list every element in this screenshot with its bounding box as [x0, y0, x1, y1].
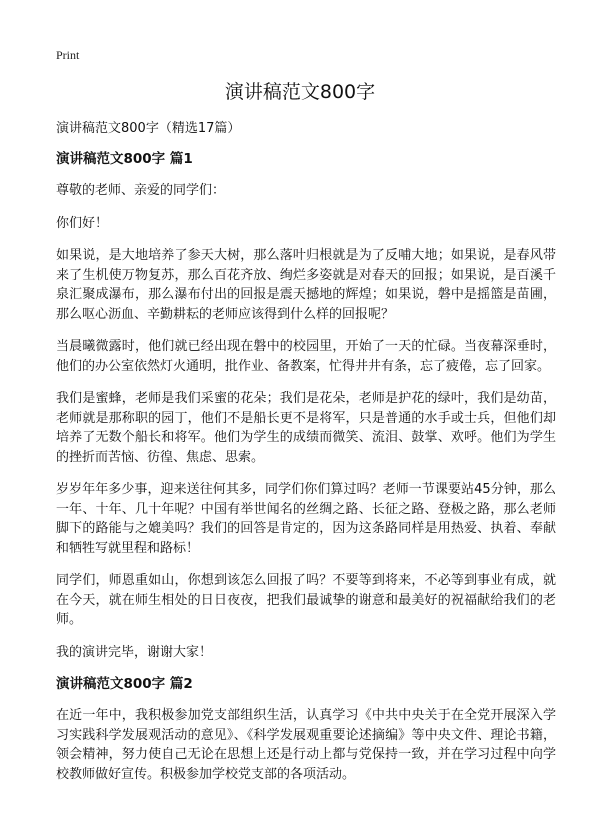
print-label: Print	[56, 48, 80, 62]
section-2	[56, 675, 556, 784]
body-paragraph: 在近一年中，我积极参加党支部组织生活，认真学习《中共中央关于在全党开展深入学习实践科学发展观活动的意见》、《科学发展观重要论述摘编》等中央文件、理论书籍，领会精神，努力使自己无论在思想上还是行动上都与党保持一致，并在学习过程中向学校教师做好宣传。积极参加学校党支部的各项活动。	[56, 708, 556, 782]
section-1	[56, 150, 556, 662]
body-paragraph: 如果说，是大地培养了参天大树，那么落叶归根就是为了反哺大地；如果说，是春风带来了生机使万物复苏，那么百花齐放、绚烂多姿就是对春天的回报；如果说，是百溪千泉汇聚成瀑布，那么瀑布付出的回报是震天撼地的辉煌；如果说，磐中是摇篮是苗圃，那么呕心沥血、辛勤耕耘的老师应该得到什么样的回报呢？	[56, 248, 556, 322]
closing-paragraph: 我的演讲完毕，谢谢大家！	[56, 644, 213, 660]
body-paragraph: 岁岁年年多少事，迎来送往何其多，同学们你们算过吗？老师一节课要站45分钟，那么一年、十年、几十年呢？中国有举世闻名的丝绸之路、长征之路、登极之路，那么老师脚下的路能与之媲美吗？我们的回答是肯定的，因为这条路同样是用热爱、执着、奉献和牺牲写就里程和路标！	[56, 482, 556, 556]
page-title: 演讲稿范文800字	[224, 81, 376, 103]
section-heading: 演讲稿范文800字 篇1	[56, 151, 193, 167]
body-paragraph: 我们是蜜蜂，老师是我们采蜜的花朵；我们是花朵，老师是护花的绿叶，我们是幼苗，老师就是那称职的园丁，他们不是船长更不是将军，只是普通的水手或士兵，但他们却培养了无数个船长和将军。他们为学生的成绩而微笑、流泪、鼓掌、欢呼。他们为学生的挫折而苦恼、彷徨、焦虑、思索。	[56, 391, 556, 465]
document-subtitle: 演讲稿范文800字（精选17篇）	[56, 121, 241, 136]
section-heading: 演讲稿范文800字 篇2	[56, 676, 193, 692]
greeting-paragraph: 尊敬的老师、亲爱的同学们：	[56, 183, 226, 198]
body-paragraph: 当晨曦微露时，他们就已经出现在磐中的校园里，开始了一天的忙碌。当夜幕深垂时，他们的办公室依然灯火通明，批作业、备教案，忙得井井有条，忘了疲倦，忘了回家。	[56, 339, 556, 374]
document-body	[56, 119, 556, 797]
body-paragraph: 同学们，师恩重如山，你想到该怎么回报了吗？不要等到将来，不必等到事业有成，就在今天，就在师生相处的日日夜夜，把我们最诚挚的谢意和最美好的祝福献给我们的老师。	[56, 573, 556, 627]
hello-paragraph: 你们好！	[56, 215, 109, 231]
